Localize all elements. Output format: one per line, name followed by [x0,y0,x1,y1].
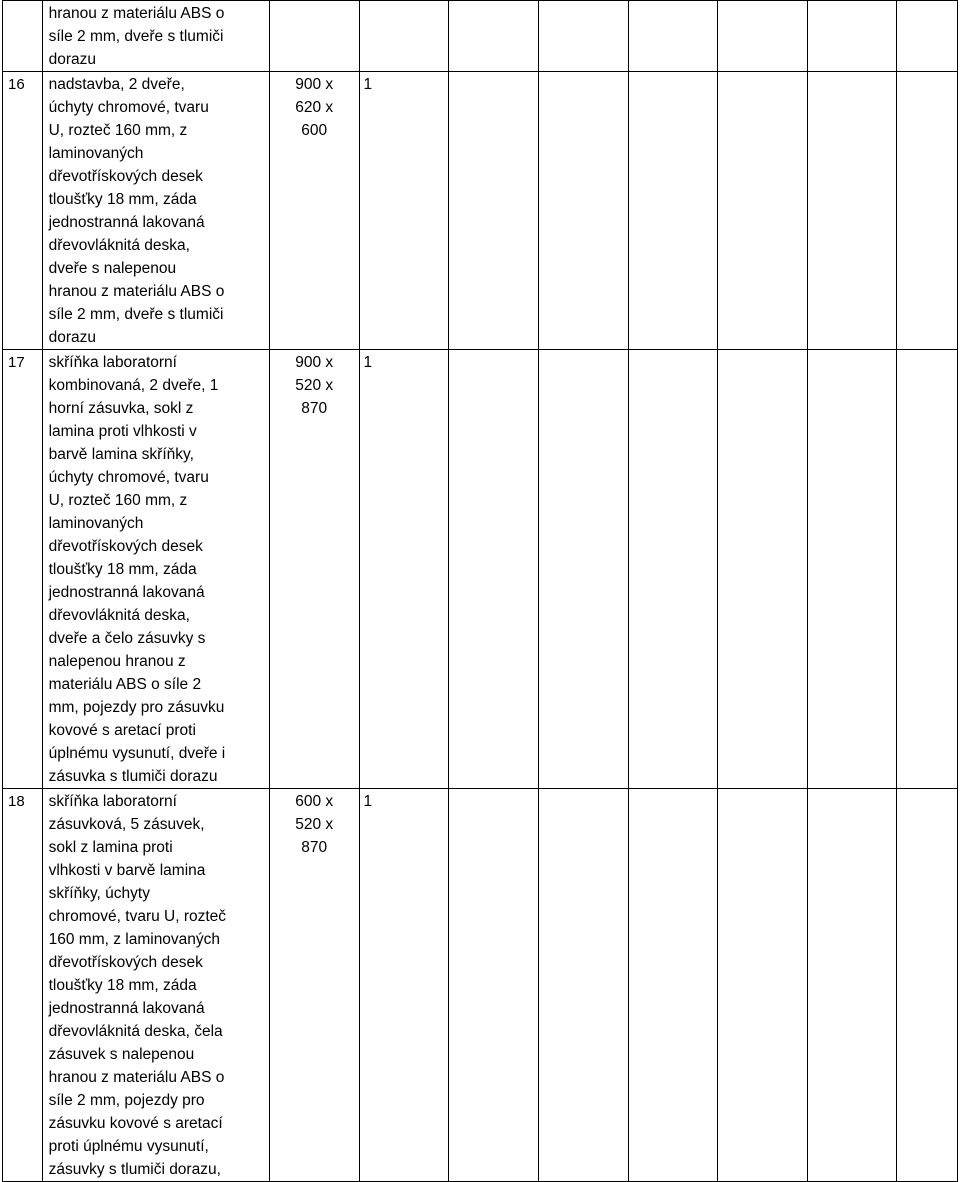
dimension-line [270,25,359,48]
item-description [42,789,269,1182]
empty-cell [718,350,808,789]
description-line: skříňky, úchyty [48,885,150,902]
dimension-line [270,48,359,71]
dimension-line: 600 [301,122,328,139]
description-line: hranou z materiálu ABS o [48,1069,225,1086]
items-table [2,0,958,1182]
description-line: tloušťky 18 mm, záda [48,191,197,208]
item-quantity: 1 [359,350,449,789]
description-line: zásuvek s nalepenou [48,1046,195,1063]
description-line: dřevotřískových desek [48,954,203,971]
description-line: laminovaných [48,145,144,162]
empty-cell [449,72,539,350]
table-row [3,789,958,1182]
empty-cell [807,789,897,1182]
empty-cell [449,789,539,1182]
empty-cell [897,72,958,350]
table-row [3,72,958,350]
dimension-line [270,2,359,25]
table-row [3,1,958,72]
description-line: dorazu [48,51,97,68]
empty-cell [897,1,958,72]
item-quantity: 1 [359,72,449,350]
empty-cell [897,350,958,789]
empty-cell [449,1,539,72]
empty-cell [538,1,628,72]
description-line: materiálu ABS o síle 2 [48,676,202,693]
dimension-line: 900 x [295,354,334,371]
item-dimensions [269,350,359,789]
empty-cell [807,350,897,789]
item-dimensions [269,789,359,1182]
description-line: úchyty chromové, tvaru [48,469,209,486]
empty-cell [718,789,808,1182]
empty-cell [807,72,897,350]
description-line: lamina proti vlhkosti v [48,423,197,440]
item-description [42,72,269,350]
description-line: dorazu [48,329,97,346]
dimension-line: 870 [301,839,328,856]
row-number: 16 [3,72,43,350]
description-line: tloušťky 18 mm, záda [48,561,197,578]
dimension-line: 520 x [295,816,334,833]
description-line: proti úplnému vysunutí, [48,1138,209,1155]
empty-cell [807,1,897,72]
description-line: úplnému vysunutí, dveře i [48,745,226,762]
table-body [3,1,958,1182]
description-line: síle 2 mm, pojezdy pro [48,1092,205,1109]
empty-cell [628,1,718,72]
dimension-line: 900 x [295,76,334,93]
dimension-line: 520 x [295,377,334,394]
empty-cell [538,72,628,350]
dimension-line: 600 x [295,793,334,810]
row-number [3,1,43,72]
empty-cell [628,72,718,350]
dimension-line: 620 x [295,99,334,116]
row-number: 18 [3,789,43,1182]
description-line: U, rozteč 160 mm, z [48,122,188,139]
empty-cell [718,1,808,72]
description-line: jednostranná lakovaná [48,1000,205,1017]
description-line: sokl z lamina proti [48,839,173,856]
description-line: nadstavba, 2 dveře, [48,76,185,93]
description-line: laminovaných [48,515,144,532]
description-line: kombinovaná, 2 dveře, 1 [48,377,219,394]
item-description [42,350,269,789]
description-line: zásuvka s tlumiči dorazu [48,768,218,785]
description-line: hranou z materiálu ABS o [48,283,225,300]
description-line: síle 2 mm, dveře s tlumiči [48,306,224,323]
description-line: dřevovláknitá deska, čela [48,1023,223,1040]
empty-cell [897,789,958,1182]
item-quantity: 1 [359,789,449,1182]
empty-cell [718,72,808,350]
description-line: chromové, tvaru U, rozteč [48,908,227,925]
item-dimensions [269,1,359,72]
empty-cell [628,789,718,1182]
description-line: jednostranná lakovaná [48,584,205,601]
description-line: skříňka laboratorní [48,354,177,371]
description-line: kovové s aretací proti [48,722,196,739]
empty-cell [538,789,628,1182]
description-line: dřevotřískových desek [48,538,203,555]
item-description [42,1,269,72]
description-line: síle 2 mm, dveře s tlumiči [48,28,224,45]
description-line: dřevovláknitá deska, [48,237,190,254]
description-line: dřevotřískových desek [48,168,203,185]
description-line: U, rozteč 160 mm, z [48,492,188,509]
description-line: zásuvky s tlumiči dorazu, [48,1161,221,1178]
description-line: dřevovláknitá deska, [48,607,190,624]
description-line: dveře s nalepenou [48,260,177,277]
description-line: skříňka laboratorní [48,793,177,810]
description-line: zásuvku kovové s aretací [48,1115,223,1132]
description-line: mm, pojezdy pro zásuvku [48,699,225,716]
table-row [3,350,958,789]
empty-cell [449,350,539,789]
description-line: hranou z materiálu ABS o [48,5,225,22]
description-line: horní zásuvka, sokl z [48,400,194,417]
empty-cell [538,350,628,789]
dimension-line: 870 [301,400,328,417]
description-line: zásuvková, 5 zásuvek, [48,816,205,833]
description-line: vlhkosti v barvě lamina [48,862,206,879]
item-quantity [359,1,449,72]
item-dimensions [269,72,359,350]
description-line: jednostranná lakovaná [48,214,205,231]
description-line: barvě lamina skříňky, [48,446,194,463]
empty-cell [628,350,718,789]
description-line: tloušťky 18 mm, záda [48,977,197,994]
row-number: 17 [3,350,43,789]
description-line: úchyty chromové, tvaru [48,99,209,116]
description-line: 160 mm, z laminovaných [48,931,221,948]
description-line: nalepenou hranou z [48,653,186,670]
description-line: dveře a čelo zásuvky s [48,630,206,647]
